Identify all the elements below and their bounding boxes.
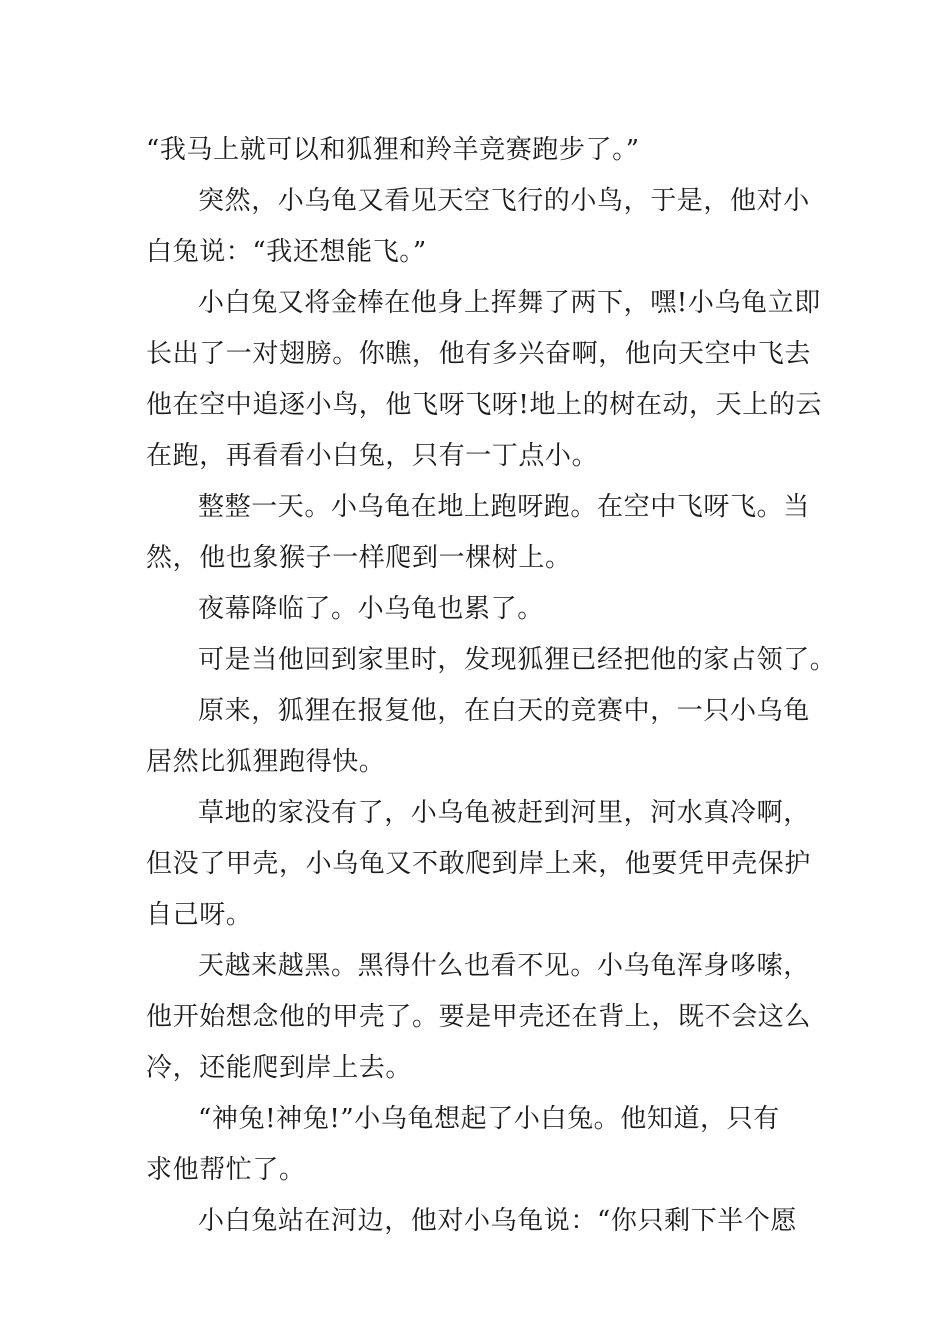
text-line: 他开始想念他的甲壳了。要是甲壳还在背上，既不会这么: [146, 1002, 812, 1032]
paragraph-4: [146, 482, 808, 584]
paragraph-1: [146, 125, 808, 176]
paragraph-11: [146, 1196, 808, 1247]
text-line: 白兔说：“我还想能飞。”: [146, 237, 427, 267]
paragraph-9: [146, 941, 812, 1094]
text-line: 冷，还能爬到岸上去。: [146, 1053, 413, 1083]
text-line: 天越来越黑。黑得什么也看不见。小乌龟浑身哆嗦，: [198, 951, 810, 981]
paragraph-10: [146, 1094, 808, 1196]
text-line: 整整一天。小乌龟在地上跑呀跑。在空中飞呀飞。当: [198, 492, 810, 522]
text-line: 突然，小乌龟又看见天空飞行的小鸟，于是，他对小: [198, 186, 810, 216]
text-line: “神兔!神兔!”小乌龟想起了小白兔。他知道，只有: [198, 1104, 780, 1134]
text-line: 自己呀。: [146, 900, 253, 930]
text-line: 但没了甲壳，小乌龟又不敢爬到岸上来，他要凭甲壳保护: [146, 849, 812, 879]
text-line: 可是当他回到家里时，发现狐狸已经把他的家占领了。: [198, 645, 837, 675]
paragraph-3: [146, 278, 823, 482]
text-line: 草地的家没有了，小乌龟被赶到河里，河水真冷啊，: [198, 798, 810, 828]
text-line: “我马上就可以和狐狸和羚羊竞赛跑步了。”: [146, 135, 640, 165]
paragraph-6: [146, 635, 837, 686]
paragraph-8: [146, 788, 812, 941]
text-line: 在跑，再看看小白兔，只有一丁点小。: [146, 441, 599, 471]
text-line: 小白兔站在河边，他对小乌龟说：“你只剩下半个愿: [198, 1206, 798, 1236]
text-line: 长出了一对翅膀。你瞧，他有多兴奋啊，他向天空中飞去: [146, 339, 812, 369]
text-line: 求他帮忙了。: [146, 1155, 306, 1185]
paragraph-7: [146, 686, 808, 788]
paragraph-2: [146, 176, 808, 278]
text-line: 他在空中追逐小鸟，他飞呀飞呀!地上的树在动，天上的云: [146, 390, 823, 420]
text-line: 小白兔又将金棒在他身上挥舞了两下，嘿!小乌龟立即: [198, 288, 821, 318]
paragraph-5: [146, 584, 808, 635]
story-text: [146, 125, 837, 1247]
text-line: 居然比狐狸跑得快。: [146, 747, 386, 777]
text-line: 然，他也象猴子一样爬到一棵树上。: [146, 543, 572, 573]
text-line: 原来，狐狸在报复他，在白天的竞赛中，一只小乌龟: [198, 696, 810, 726]
text-line: 夜幕降临了。小乌龟也累了。: [198, 594, 544, 624]
